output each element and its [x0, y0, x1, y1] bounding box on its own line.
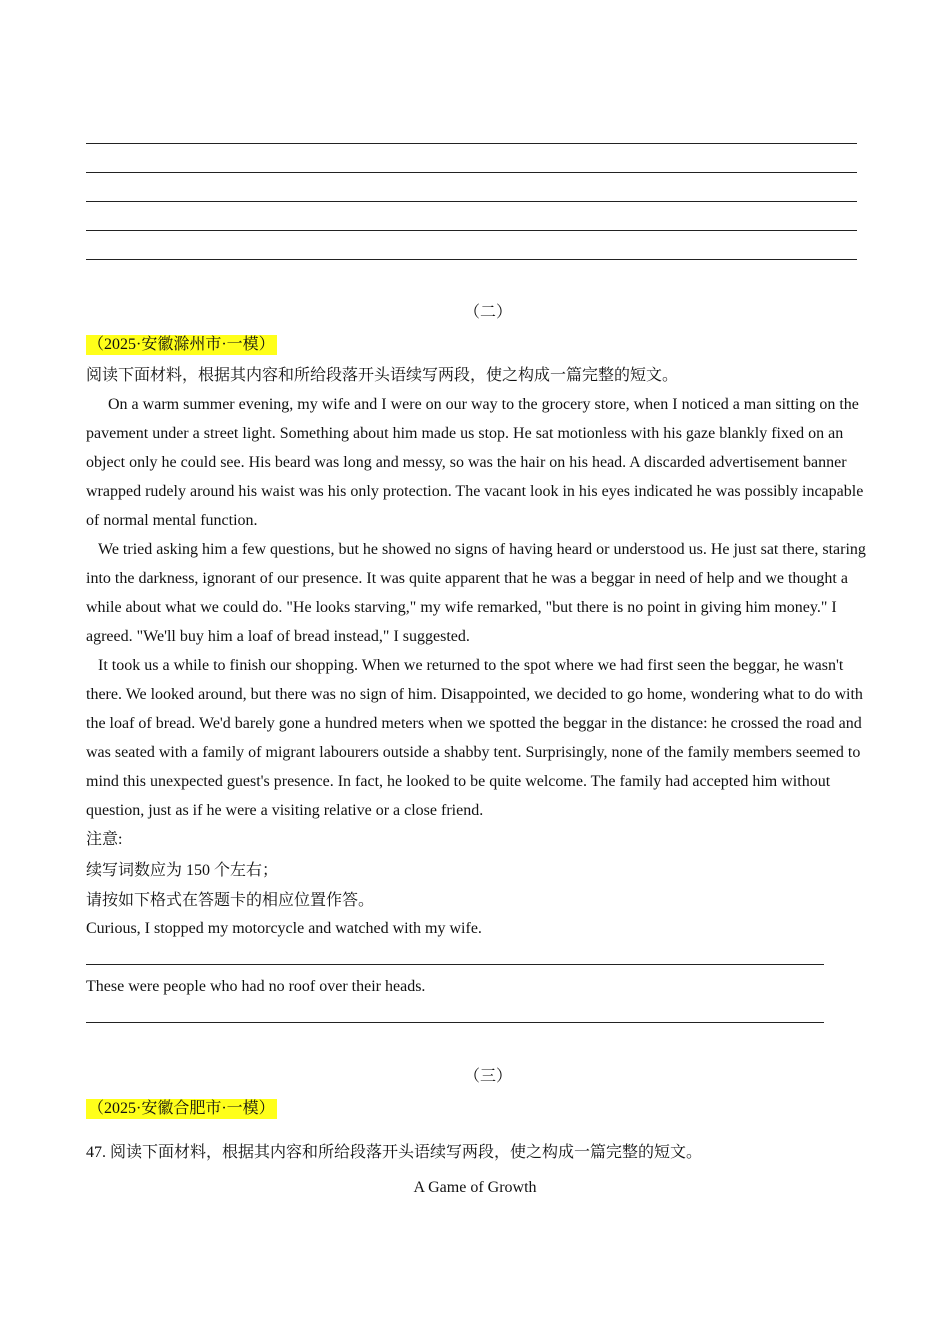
passage-title: A Game of Growth — [413, 1179, 537, 1196]
source-tag: （2025·安徽滁州市·一模） — [88, 336, 275, 353]
passage-paragraph: We tried asking him a few questions, but he showed no signs of having heard or understood us. He just sat there, staring into the darkness, ignorant of our presence. It was quite apparent that he was a beggar in need of help and we thought a while about what we could do. "He looks starving," my wife remarked, "but there is no point in giving him money." I agreed. "We'll buy him a loaf of bread instead," I suggested. — [86, 541, 866, 645]
answer-line — [86, 172, 857, 173]
notes-label: 注意: — [86, 831, 123, 848]
answer-line — [86, 201, 857, 202]
answer-line — [86, 259, 857, 260]
answer-line — [86, 1022, 824, 1023]
note-format: 请按如下格式在答题卡的相应位置作答。 — [86, 892, 375, 909]
paragraph-prompt: Curious, I stopped my motorcycle and watched with my wife. — [86, 920, 482, 937]
answer-line — [86, 964, 824, 965]
reading-passage — [86, 390, 870, 825]
note-word-count: 续写词数应为 150 个左右； — [86, 862, 279, 879]
section-heading: （二） — [463, 304, 512, 321]
passage-paragraph: It took us a while to finish our shopping. When we returned to the spot where we had first seen the beggar, he wasn't there. We looked around, but there was no sign of him. Disappointed, we decided to go home, wondering what to do with the loaf of bread. We'd barely gone a hundred meters when we spotted the beggar in the distance: he crossed the road and was seated with a family of migrant labourers outside a shabby tent. Surprisingly, none of the family members seemed to mind this unexpected guest's presence. In fact, he looked to be quite welcome. The family had accepted him without question, just as if he were a visiting relative or a close friend. — [86, 657, 863, 819]
source-tag: （2025·安徽合肥市·一模） — [88, 1100, 275, 1117]
instruction: 47. 阅读下面材料，根据其内容和所给段落开头语续写两段，使之构成一篇完整的短文。 — [86, 1144, 703, 1161]
answer-line — [86, 143, 857, 144]
instruction: 阅读下面材料，根据其内容和所给段落开头语续写两段，使之构成一篇完整的短文。 — [86, 367, 679, 384]
section-heading: （三） — [463, 1068, 512, 1085]
answer-line — [86, 230, 857, 231]
passage-paragraph: On a warm summer evening, my wife and I were on our way to the grocery store, when I noticed a man sitting on the pavement under a street light. Something about him made us stop. He sat motionless with his gaze blankly fixed on an object only he could see. His beard was long and messy, so was the hair on his head. A discarded advertisement banner wrapped rudely around his waist was his only protection. The vacant look in his eyes indicated he was possibly incapable of normal mental function. — [86, 396, 864, 529]
paragraph-prompt: These were people who had no roof over their heads. — [86, 978, 426, 995]
